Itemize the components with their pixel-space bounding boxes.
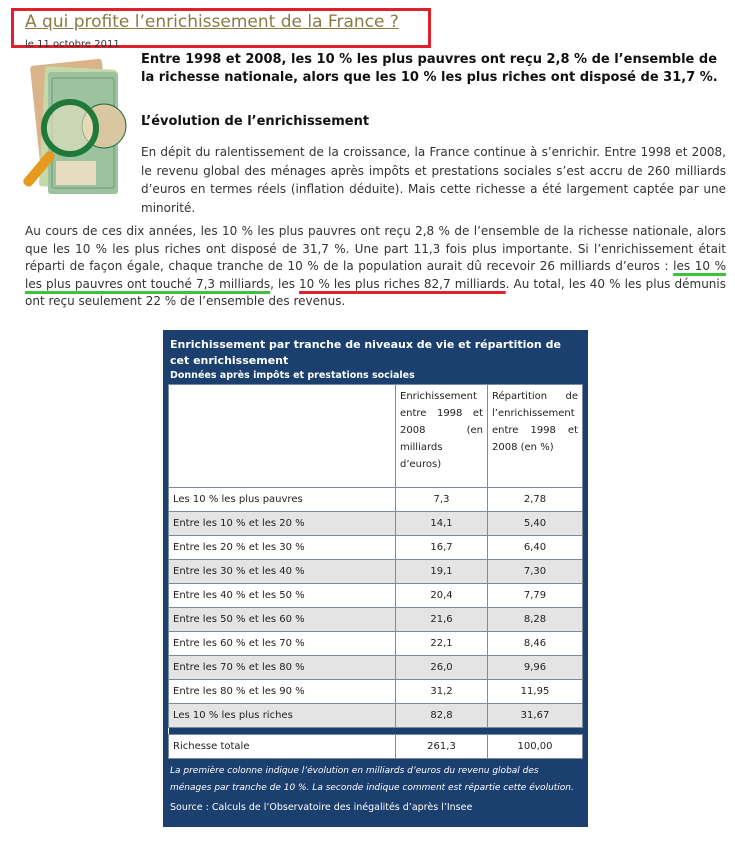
row-value-enrichissement: 26,0 — [396, 656, 488, 680]
row-value-repartition: 7,79 — [488, 584, 583, 608]
section-heading: L’évolution de l’enrichissement — [141, 114, 370, 129]
row-value-repartition: 5,40 — [488, 512, 583, 536]
row-value-repartition: 2,78 — [488, 488, 583, 512]
row-value-enrichissement: 21,6 — [396, 608, 488, 632]
row-label: Entre les 10 % et les 20 % — [169, 512, 396, 536]
paragraph-text: . Au total, les 40 % les plus démunis ont reçu seulement 22 % de l’ensemble des revenus. — [25, 276, 726, 308]
row-value-repartition: 9,96 — [488, 656, 583, 680]
paragraph-intro: En dépit du ralentissement de la croissance, la France continue à s’enrichir. Entre 1998 et 2008, le revenu global des ménages après impôts et prestations sociales s’est accru de 260 milliards d’euros en termes réels (inflation déduite). Mais cette richesse a été largement captée par une minorité. — [141, 145, 726, 215]
data-table — [168, 384, 583, 759]
row-label: Entre les 20 % et les 30 % — [169, 536, 396, 560]
row-label: Les 10 % les plus pauvres — [169, 488, 396, 512]
row-value-repartition: 7,30 — [488, 560, 583, 584]
article-date: le 11 octobre 2011 — [25, 39, 120, 50]
row-value-enrichissement: 22,1 — [396, 632, 488, 656]
row-value-enrichissement: 82,8 — [396, 704, 488, 728]
row-label: Entre les 60 % et les 70 % — [169, 632, 396, 656]
table-note: La première colonne indique l’évolution en milliards d’euros du revenu global des ménages par tranche de 10 %. La seconde indique comment est répartie cette évolution. — [170, 766, 574, 793]
table-row — [169, 584, 583, 608]
table-header-row — [169, 385, 583, 488]
column-header-repartition: Répartition de l’enrichissement entre 1998 et 2008 (en %) — [488, 385, 583, 488]
table-source: Source : Calculs de l’Observatoire des inégalités d’après l’Insee — [170, 802, 473, 813]
magnifying-glass-banknotes-icon — [22, 56, 134, 204]
row-value-repartition: 31,67 — [488, 704, 583, 728]
table-row — [169, 704, 583, 728]
table-row — [169, 608, 583, 632]
row-value-repartition: 8,28 — [488, 608, 583, 632]
table-row — [169, 680, 583, 704]
paragraph-text: Au cours de ces dix années, les 10 % les plus pauvres ont reçu 2,8 % de l’ensemble de la richesse nationale, alors que les 10 % les plus riches ont disposé de 31,7 %. Une part 11,3 fois plus importante. Si l’enrichissement était réparti de façon égale, chaque tranche de 10 % de la population aurait dû recevoir 26 milliards d’euros : — [25, 224, 726, 273]
article-lead: Entre 1998 et 2008, les 10 % les plus pauvres ont reçu 2,8 % de l’ensemble de la richesse nationale, alors que les 10 % les plus riches ont disposé de 31,7 %. — [141, 52, 718, 85]
green-underlined-text: les 10 % les plus pauvres ont touché 7,3 milliards — [25, 259, 726, 291]
total-value-enrichissement: 261,3 — [396, 735, 488, 759]
total-label: Richesse totale — [169, 735, 396, 759]
paragraph-text: , les — [270, 276, 300, 291]
row-value-enrichissement: 19,1 — [396, 560, 488, 584]
article-title-link[interactable]: A qui profite l’enrichissement de la France ? — [25, 12, 399, 32]
row-value-enrichissement: 31,2 — [396, 680, 488, 704]
table-total-row — [169, 735, 583, 759]
red-underlined-text: 10 % les plus riches 82,7 milliards — [299, 276, 506, 291]
row-value-repartition: 6,40 — [488, 536, 583, 560]
row-value-enrichissement: 7,3 — [396, 488, 488, 512]
column-header-enrichissement: Enrichissement entre 1998 et 2008 (en milliards d’euros) — [396, 385, 488, 488]
table-subtitle: Données après impôts et prestations sociales — [170, 370, 415, 381]
table-row — [169, 656, 583, 680]
row-value-enrichissement: 20,4 — [396, 584, 488, 608]
table-row — [169, 632, 583, 656]
table-row — [169, 560, 583, 584]
table-row — [169, 488, 583, 512]
header-blank-cell — [169, 385, 396, 488]
row-value-repartition: 8,46 — [488, 632, 583, 656]
table-row — [169, 512, 583, 536]
row-value-enrichissement: 16,7 — [396, 536, 488, 560]
row-value-enrichissement: 14,1 — [396, 512, 488, 536]
row-value-repartition: 11,95 — [488, 680, 583, 704]
table-row — [169, 536, 583, 560]
data-table-frame — [163, 330, 588, 827]
row-label: Les 10 % les plus riches — [169, 704, 396, 728]
row-label: Entre les 70 % et les 80 % — [169, 656, 396, 680]
row-label: Entre les 80 % et les 90 % — [169, 680, 396, 704]
paragraph-details — [25, 223, 726, 311]
table-title: Enrichissement par tranche de niveaux de vie et répartition de cet enrichissement — [170, 338, 561, 367]
table-separator — [169, 728, 583, 735]
row-label: Entre les 40 % et les 50 % — [169, 584, 396, 608]
row-label: Entre les 30 % et les 40 % — [169, 560, 396, 584]
total-value-repartition: 100,00 — [488, 735, 583, 759]
row-label: Entre les 50 % et les 60 % — [169, 608, 396, 632]
